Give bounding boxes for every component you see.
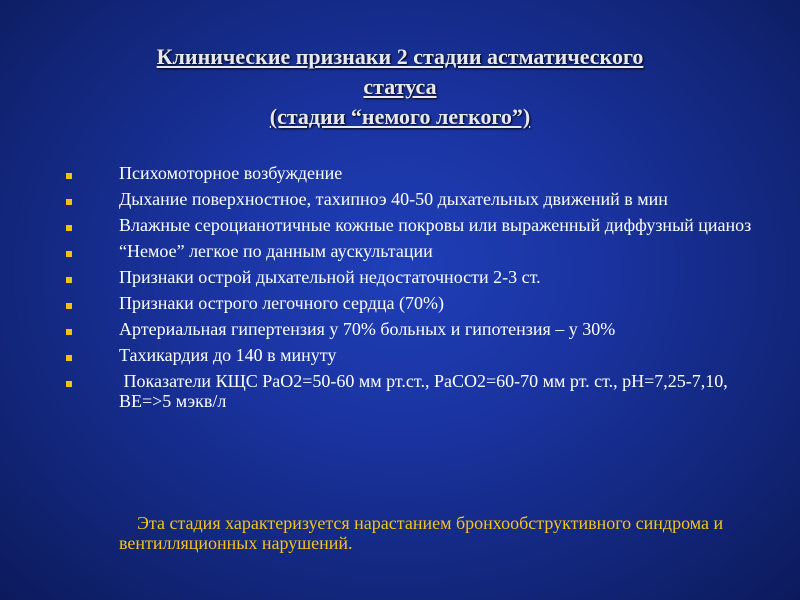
title-line-3: (стадии “немого легкого”) <box>269 104 531 129</box>
list-item <box>62 163 762 183</box>
list-item-text: Тахикардия до 140 в минуту <box>119 345 337 365</box>
list-item-text: Дыхание поверхностное, тахипноэ 40-50 дыхательных движений в мин <box>119 189 668 209</box>
title-line-2: статуса <box>363 74 437 99</box>
list-item <box>62 241 762 261</box>
list-item <box>62 371 762 411</box>
list-item <box>62 267 762 287</box>
square-bullet-icon <box>66 277 72 283</box>
list-item <box>62 215 762 235</box>
list-item-text: Признаки острой дыхательной недостаточности 2-3 ст. <box>119 267 541 287</box>
list-item-text: Влажные сероцианотичные кожные покровы или выраженный диффузный цианоз <box>119 215 752 235</box>
square-bullet-icon <box>66 329 72 335</box>
list-item <box>62 345 762 365</box>
square-bullet-icon <box>66 381 72 387</box>
square-bullet-icon <box>66 355 72 361</box>
list-item-text: “Немое” легкое по данным аускультации <box>119 241 433 261</box>
square-bullet-icon <box>66 251 72 257</box>
symptom-list <box>62 163 762 417</box>
square-bullet-icon <box>66 303 72 309</box>
slide-title <box>40 42 760 132</box>
list-item-text: Показатели КЩС РаО2=50-60 мм рт.ст., РаСО2=60-70 мм рт. ст., pH=7,25-7,10, BE=>5 мэкв/л <box>119 371 733 411</box>
square-bullet-icon <box>66 199 72 205</box>
list-item <box>62 293 762 313</box>
list-item-text: Артериальная гипертензия у 70% больных и гипотензия – у 30% <box>119 319 616 339</box>
square-bullet-icon <box>66 225 72 231</box>
list-item-text: Психомоторное возбуждение <box>119 163 343 183</box>
square-bullet-icon <box>66 173 72 179</box>
list-item <box>62 189 762 209</box>
list-item-text: Признаки острого легочного сердца (70%) <box>119 293 444 313</box>
list-item <box>62 319 762 339</box>
title-line-1: Клинические признаки 2 стадии астматического <box>156 44 644 69</box>
stage-note: Эта стадия характеризуется нарастанием бронхообструктивного синдрома и вентилляционных нарушений. <box>119 513 728 553</box>
